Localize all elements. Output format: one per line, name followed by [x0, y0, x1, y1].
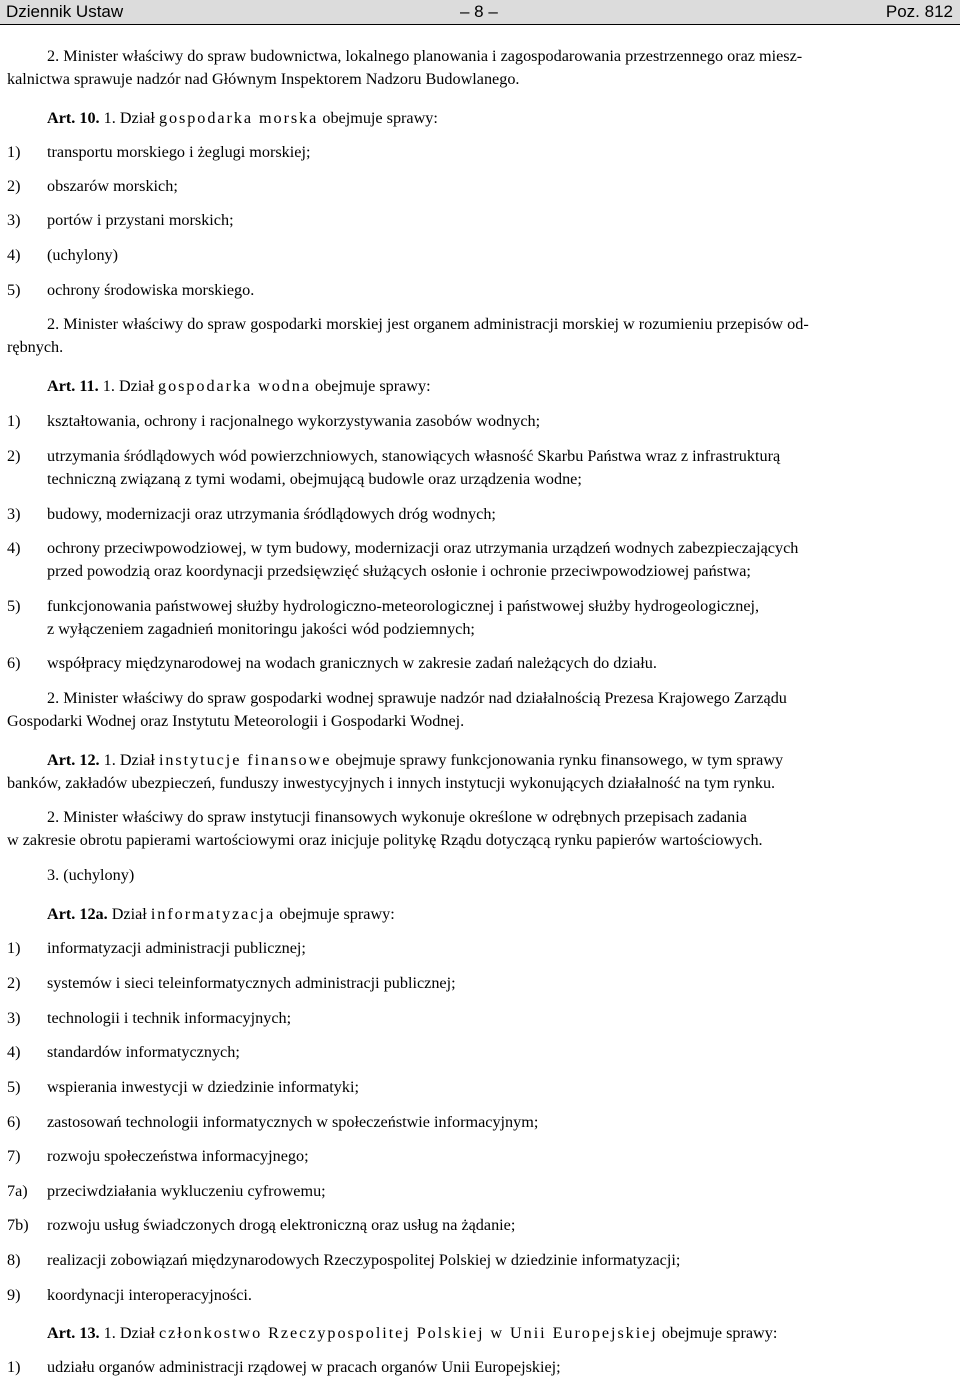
paragraph-line: Gospodarki Wodnej oraz Instytutu Meteorologii i Gospodarki Wodnej. — [7, 712, 465, 730]
article-number: Art. 12a. — [47, 905, 108, 923]
list-item: systemów i sieci teleinformatycznych administracji publicznej; — [47, 974, 456, 992]
list-item: transportu morskiego i żeglugi morskiej; — [47, 143, 311, 161]
paragraph-marker: 1. Dział — [103, 751, 159, 769]
article-10-heading — [47, 108, 438, 128]
department-name: gospodarka morska — [158, 109, 319, 127]
list-item: współpracy międzynarodowej na wodach granicznych w zakresie zadań należących do działu. — [47, 654, 657, 672]
item-number: 3) — [7, 505, 21, 523]
journal-name: Dziennik Ustaw — [6, 2, 124, 21]
heading-rest: obejmuje sprawy funkcjonowania rynku finansowego, w tym sprawy — [331, 751, 784, 769]
list-item: rozwoju usług świadczonych drogą elektroniczną oraz usług na żądanie; — [47, 1216, 516, 1234]
list-item: budowy, modernizacji oraz utrzymania śródlądowych dróg wodnych; — [47, 505, 496, 523]
article-number: Art. 12. — [47, 751, 104, 769]
list-item: kształtowania, ochrony i racjonalnego wykorzystywania zasobów wodnych; — [47, 412, 541, 430]
heading-rest: obejmuje sprawy: — [310, 377, 431, 395]
item-number: 2) — [7, 177, 21, 195]
list-item: techniczną związaną z tymi wodami, obejmującą budowle oraz urządzenia wodne; — [47, 470, 582, 488]
paragraph-line: banków, zakładów ubezpieczeń, funduszy inwestycyjnych i innych instytucji wykonujących działalność na tym rynku. — [7, 774, 776, 792]
paragraph-marker: 1. Dział — [103, 109, 159, 127]
item-number: 5) — [7, 1078, 21, 1096]
paragraph-line: rębnych. — [7, 338, 64, 356]
article-number: Art. 13. — [47, 1324, 104, 1342]
list-item: technologii i technik informacyjnych; — [47, 1009, 292, 1027]
list-item: (uchylony) — [47, 246, 119, 264]
department-name: instytucje finansowe — [158, 751, 332, 769]
list-item: standardów informatycznych; — [47, 1043, 240, 1061]
item-number: 5) — [7, 281, 21, 299]
paragraph-line: 2. Minister właściwy do spraw gospodarki morskiej jest organem administracji morskiej w rozumieniu przepisów od- — [47, 315, 809, 333]
item-number: 7a) — [7, 1182, 28, 1200]
paragraph-line: kalnictwa sprawuje nadzór nad Głównym Inspektorem Nadzoru Budowlanego. — [7, 70, 520, 88]
item-number: 4) — [7, 539, 21, 557]
list-item: koordynacji interoperacyjności. — [47, 1286, 252, 1304]
list-item: ochrony przeciwpowodziowej, w tym budowy, modernizacji oraz utrzymania urządzeń wodnych zabezpieczających — [47, 539, 799, 557]
item-number: 7) — [7, 1147, 21, 1165]
list-item: zastosowań technologii informatycznych w społeczeństwie informacyjnym; — [47, 1113, 539, 1131]
item-number: 9) — [7, 1286, 21, 1304]
list-item: informatyzacji administracji publicznej; — [47, 939, 306, 957]
list-item: ochrony środowiska morskiego. — [47, 281, 255, 299]
article-11-heading — [47, 376, 431, 396]
paragraph-line: w zakresie obrotu papierami wartościowymi oraz inicjuje politykę Rządu dotyczącą rynku papierów wartościowych. — [7, 831, 763, 849]
article-13-heading — [47, 1323, 777, 1343]
department-name: członkostwo Rzeczypospolitej Polskiej w Unii Europejskiej — [158, 1324, 658, 1342]
article-12a-heading — [47, 904, 395, 924]
page-number: – 8 – — [460, 2, 498, 21]
article-number: Art. 11. — [47, 377, 103, 395]
item-number: 3) — [7, 211, 21, 229]
item-number: 1) — [7, 1358, 21, 1376]
item-number: 2) — [7, 447, 21, 465]
item-number: 8) — [7, 1251, 21, 1269]
paragraph-line: 3. (uchylony) — [47, 866, 135, 884]
paragraph-line: 2. Minister właściwy do spraw budownictwa, lokalnego planowania i zagospodarowania przestrzennego oraz miesz- — [47, 47, 803, 65]
running-header — [0, 0, 960, 25]
item-number: 5) — [7, 597, 21, 615]
article-number: Art. 10. — [47, 109, 104, 127]
list-item: realizacji zobowiązań międzynarodowych Rzeczypospolitej Polskiej w dziedzinie informatyzacji; — [47, 1251, 681, 1269]
article-12-heading — [47, 750, 783, 770]
item-number: 2) — [7, 974, 21, 992]
item-number: 1) — [7, 143, 21, 161]
list-item: rozwoju społeczeństwa informacyjnego; — [47, 1147, 309, 1165]
item-number: 4) — [7, 1043, 21, 1061]
list-item: przeciwdziałania wykluczeniu cyfrowemu; — [47, 1182, 326, 1200]
list-item: utrzymania śródlądowych wód powierzchniowych, stanowiących własność Skarbu Państwa wraz z infrastrukturą — [47, 447, 781, 465]
item-number: 6) — [7, 1113, 21, 1131]
item-number: 3) — [7, 1009, 21, 1027]
list-item: przed powodzią oraz koordynacji przedsięwzięć służących osłonie i ochronie przeciwpowodziowej państwa; — [47, 562, 751, 580]
item-number: 7b) — [7, 1216, 29, 1234]
item-number: 1) — [7, 939, 21, 957]
list-item: z wyłączeniem zagadnień monitoringu jakości wód podziemnych; — [47, 620, 475, 638]
department-name: gospodarka wodna — [158, 377, 311, 395]
heading-rest: obejmuje sprawy: — [318, 109, 438, 127]
list-item: portów i przystani morskich; — [47, 211, 234, 229]
heading-rest: obejmuje sprawy: — [657, 1324, 778, 1342]
list-item: funkcjonowania państwowej służby hydrologiczno-meteorologicznej i państwowej służby hydrogeologicznej, — [47, 597, 760, 615]
department-name: informatyzacja — [150, 905, 276, 923]
list-item: udziału organów administracji rządowej w pracach organów Unii Europejskiej; — [47, 1358, 561, 1376]
list-item: obszarów morskich; — [47, 177, 178, 195]
list-item: wspierania inwestycji w dziedzinie informatyki; — [47, 1078, 359, 1096]
heading-rest: obejmuje sprawy: — [275, 905, 395, 923]
paragraph-marker: 1. Dział — [102, 377, 159, 395]
paragraph-marker: Dział — [107, 905, 151, 923]
paragraph-line: 2. Minister właściwy do spraw gospodarki wodnej sprawuje nadzór nad działalnością Prezesa Krajowego Zarządu — [47, 689, 787, 707]
paragraph-line: 2. Minister właściwy do spraw instytucji finansowych wykonuje określone w odrębnych przepisach zadania — [47, 808, 747, 826]
item-number: 1) — [7, 412, 21, 430]
item-number: 6) — [7, 654, 21, 672]
item-number: 4) — [7, 246, 21, 264]
paragraph-marker: 1. Dział — [103, 1324, 159, 1342]
position-number: Poz. 812 — [885, 2, 953, 21]
